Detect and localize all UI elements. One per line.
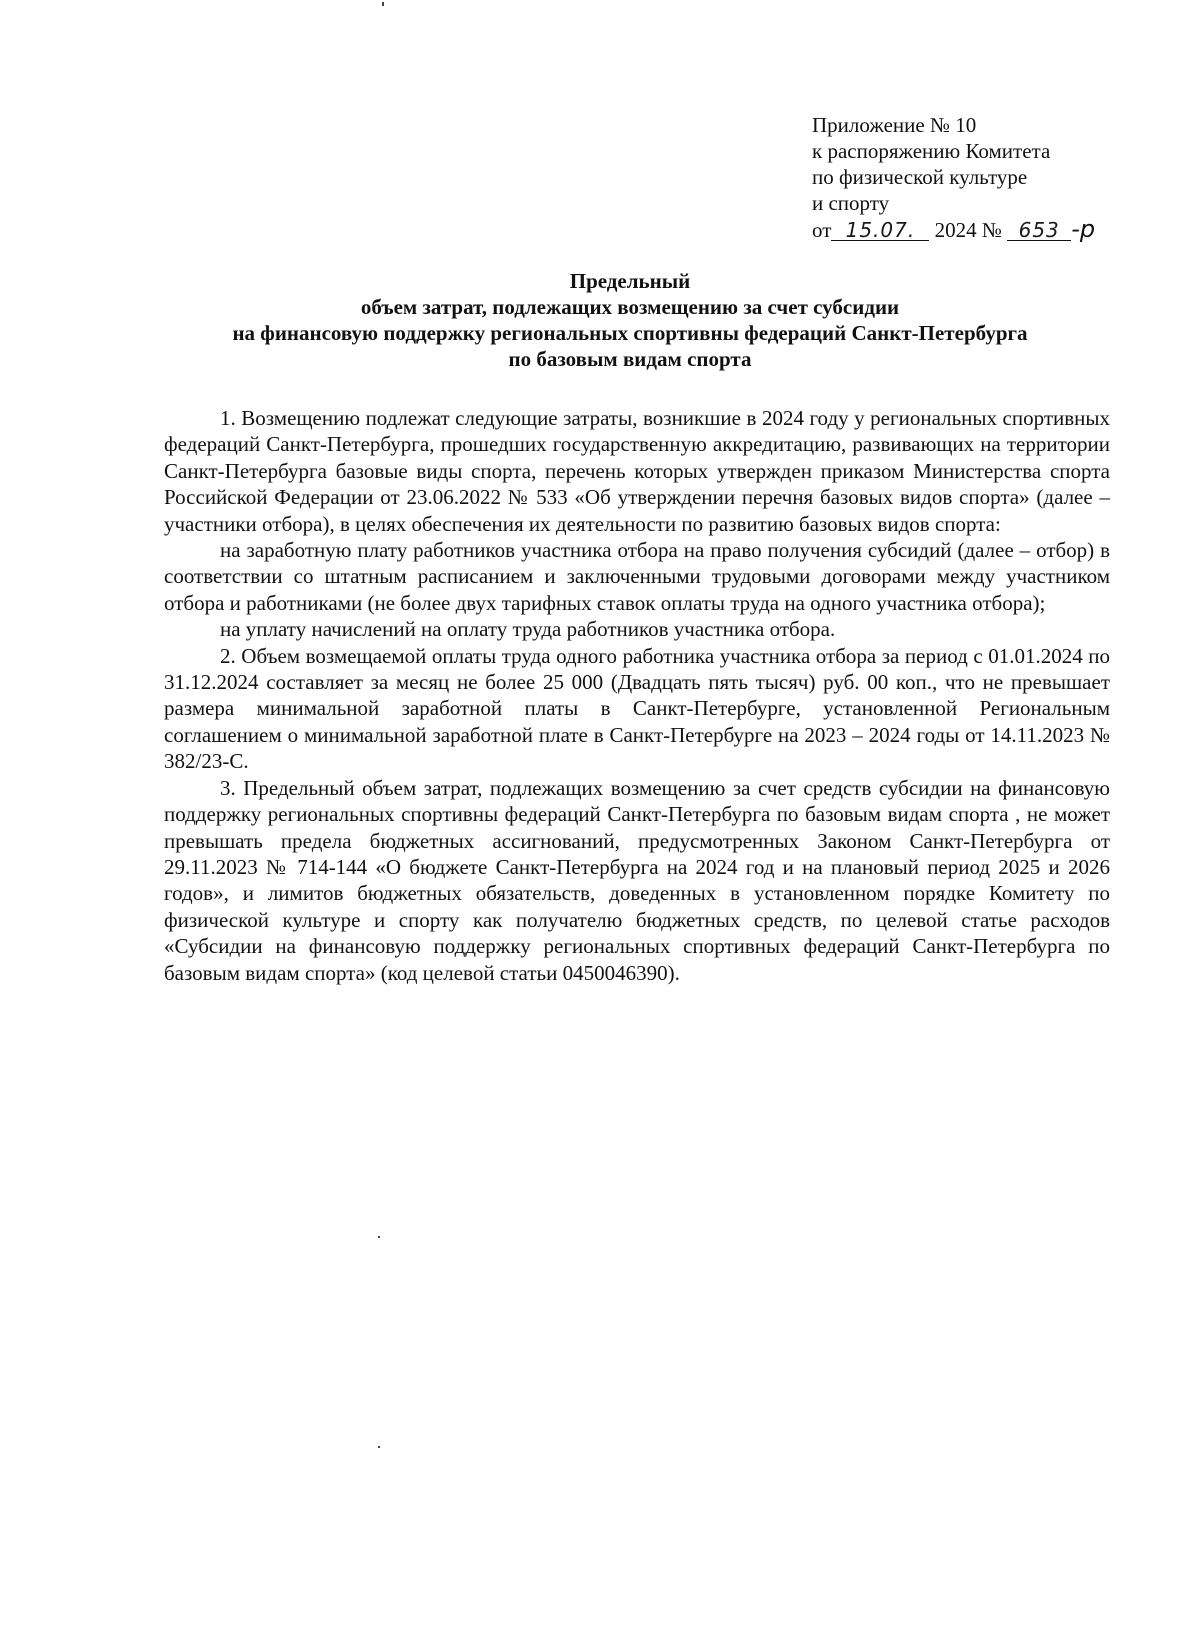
handwritten-date: 15.07.: [831, 220, 929, 241]
document-body: [164, 405, 1110, 986]
paragraph-5: 3. Предельный объем затрат, подлежащих возмещению за счет средств субсидии на финансовую поддержку региональных спортивны федераций Санкт-Петербурга по базовым видам спорта , не может превышать предела бюджетных ассигнований, предусмотренных Законом Санкт-Петербурга от 29.11.2023 № 714-144 «О бюджете Санкт-Петербурга на 2024 год и на плановый период 2025 и 2026 годов», и лимитов бюджетных обязательств, доведенных в установленном порядке Комитету по физической культуре и спорту как получателю бюджетных средств, по целевой статье расходов «Субсидии на финансовую поддержку региональных спортивных федераций Санкт-Петербурга по базовым видам спорта» (код целевой статьи 0450046390).: [164, 775, 1110, 985]
paragraph-1: 1. Возмещению подлежат следующие затраты, возникшие в 2024 году у региональных спортивных федераций Санкт-Петербурга, прошедших государственную аккредитацию, развивающих на территории Санкт-Петербурга базовые виды спорта, перечень которых утвержден приказом Министерства спорта Российской Федерации от 23.06.2022 № 533 «Об утверждении перечня базовых видов спорта» (далее – участники отбора), в целях обеспечения их деятельности по развитию базовых видов спорта:: [164, 406, 1110, 536]
scan-speck: [382, 2, 384, 6]
paragraph-2: на заработную плату работников участника отбора на право получения субсидий (далее – отбор) в соответствии со штатным расписанием и заключенными трудовыми договорами между участником отбора и работниками (не более двух тарифных ставок оплаты труда на одного участника отбора);: [164, 538, 1110, 615]
appendix-header: [812, 112, 1142, 243]
paragraph-4: 2. Объем возмещаемой оплаты труда одного работника участника отбора за период с 01.01.2024 по 31.12.2024 составляет за месяц не более 25 000 (Двадцать пять тысяч) руб. 00 коп., что не превышает размера минимальной заработной платы в Санкт-Петербурге, установленной Региональным соглашением о минимальной заработной плате в Санкт-Петербурге на 2023 – 2024 годы от 14.11.2023 № 382/23-С.: [164, 643, 1110, 774]
document-title: [150, 268, 1110, 372]
order-number-suffix: -р: [1071, 215, 1096, 243]
paragraph-3: на уплату начислений на оплату труда работников участника отбора.: [220, 617, 836, 642]
appendix-number: Приложение № 10: [812, 113, 977, 137]
date-prefix: от: [812, 218, 832, 242]
appendix-committee-line-2: и спорту: [812, 191, 890, 215]
title-line-3: на финансовую поддержку региональных спортивны федераций Санкт-Петербурга: [232, 321, 1028, 345]
date-year: 2024 №: [934, 218, 1002, 242]
scan-speck: [378, 1446, 380, 1448]
scan-speck: [378, 1236, 380, 1238]
appendix-date-line: [812, 216, 1142, 243]
appendix-order-ref: к распоряжению Комитета: [812, 139, 1051, 163]
title-line-2: объем затрат, подлежащих возмещению за счет субсидии: [360, 295, 900, 319]
appendix-committee-line: по физической культуре: [812, 165, 1028, 189]
title-line-1: Предельный: [569, 269, 691, 293]
title-line-4: по базовым видам спорта: [508, 347, 752, 371]
handwritten-order-number: 653: [1007, 220, 1071, 241]
